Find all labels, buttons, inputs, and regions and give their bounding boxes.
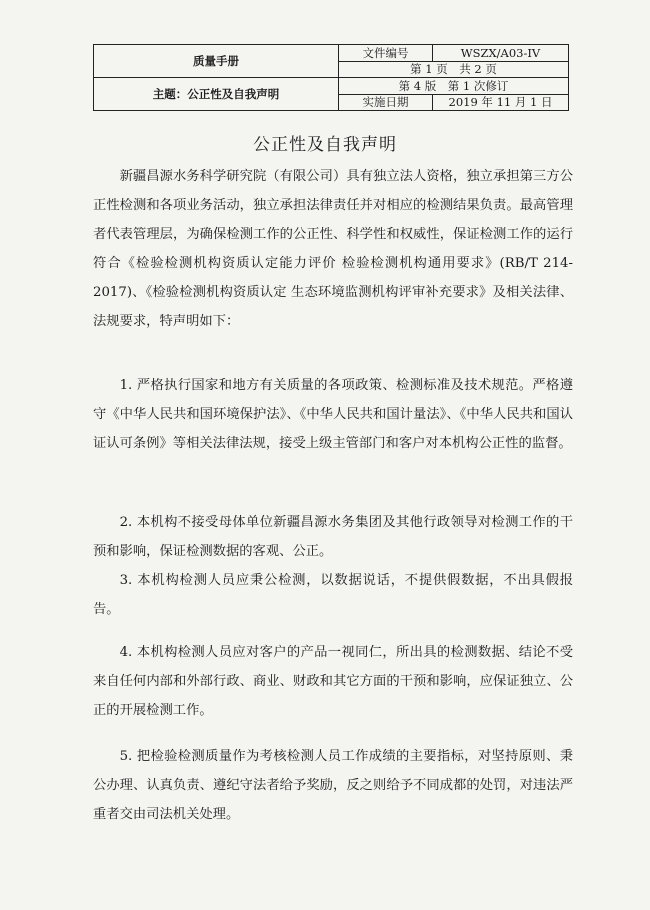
date-value: 2019 年 11 月 1 日 <box>433 94 569 111</box>
statement-item-1: 1. 严格执行国家和地方有关质量的各项政策、检测标准及技术规范。严格遵守《中华人民共和国环境保护法》、《中华人民共和国计量法》、《中华人民共和国认证认可条例》等相关法律法规，接受上级主管部门和客户对本机构公正性的监督。 <box>93 378 573 451</box>
doc-number-value: WSZX/A03-IV <box>433 45 569 62</box>
subject-title: 主题：公正性及自我声明 <box>94 78 339 111</box>
statement-item-5: 5. 把检验检测质量作为考核检测人员工作成绩的主要指标，对坚持原则、秉公办理、认真负责、遵纪守法者给予奖励，反之则给予不同成都的处罚，对违法严重者交由司法机关处理。 <box>93 749 573 822</box>
intro-paragraph: 新疆昌源水务科学研究院（有限公司）具有独立法人资格，独立承担第三方公正性检测和各项业务活动，独立承担法律责任并对相应的检测结果负责。最高管理者代表管理层，为确保检测工作的公正性、科学性和权威性，保证检测工作的运行符合《检验检测机构资质认定能力评价 检验检测机构通用要求》(RB/T 214-2017)、《检验检测机构资质认定 生态环境监测机构评审补充要求》及相关法律、法规要求，特声明如下： <box>93 169 573 329</box>
manual-title: 质量手册 <box>94 45 339 78</box>
doc-number-label: 文件编号 <box>339 45 433 62</box>
statement-item-3: 3. 本机构检测人员应秉公检测，以数据说话，不提供假数据，不出具假报告。 <box>93 573 573 617</box>
version-info: 第 4 版 第 1 次修订 <box>339 78 569 95</box>
page-title: 公正性及自我声明 <box>253 135 397 155</box>
page-info: 第 1 页 共 2 页 <box>339 61 569 78</box>
statement-item-2: 2. 本机构不接受母体单位新疆昌源水务集团及其他行政领导对检测工作的干预和影响，保证检测数据的客观、公正。 <box>93 515 573 559</box>
document-header-table <box>93 44 569 111</box>
statement-item-4: 4. 本机构检测人员应对客户的产品一视同仁，所出具的检测数据、结论不受来自任何内部和外部行政、商业、财政和其它方面的干预和影响，应保证独立、公正的开展检测工作。 <box>93 645 573 718</box>
date-label: 实施日期 <box>339 94 433 111</box>
